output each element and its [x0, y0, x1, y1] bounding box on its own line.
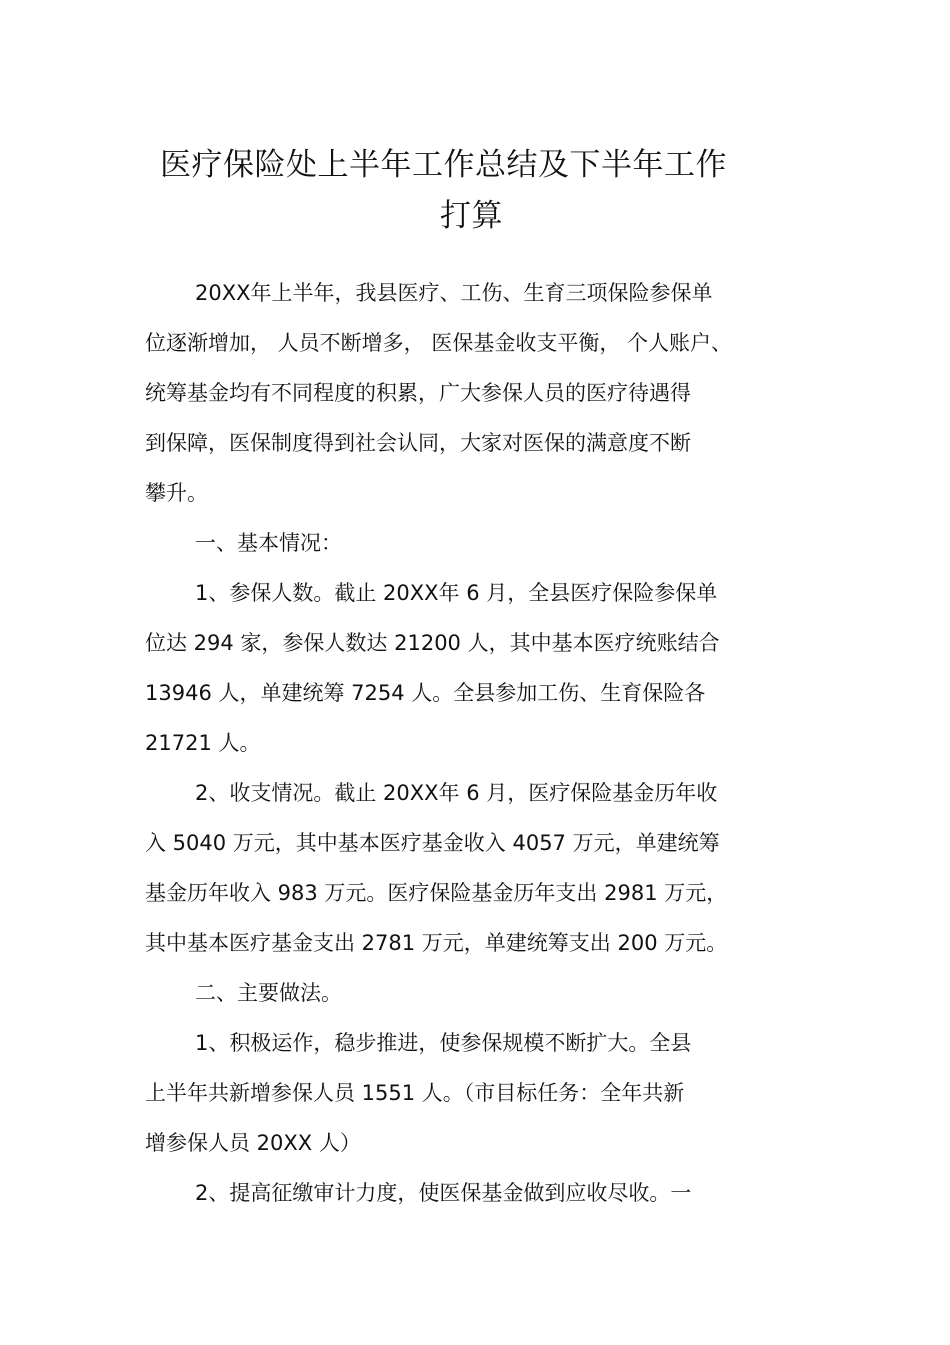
body-line: 2、提高征缴审计力度，使医保基金做到应收尽收。一: [195, 1181, 692, 1205]
body-line: 攀升。: [145, 481, 208, 505]
body-line: 入 5040 万元，其中基本医疗基金收入 4057 万元，单建统筹: [145, 831, 720, 855]
section-heading: 二、主要做法。: [195, 981, 342, 1005]
body-line: 到保障，医保制度得到社会认同，大家对医保的满意度不断: [145, 431, 691, 455]
body-line: 统筹基金均有不同程度的积累，广大参保人员的医疗待遇得: [145, 381, 691, 405]
body-line: 位达 294 家，参保人数达 21200 人，其中基本医疗统账结合: [145, 631, 720, 655]
body-line: 基金历年收入 983 万元。医疗保险基金历年支出 2981 万元，: [145, 881, 728, 905]
body-line: 增参保人员 20XX 人）: [145, 1131, 361, 1155]
body-line: 13946 人，单建统筹 7254 人。全县参加工伤、生育保险各: [145, 681, 706, 705]
body-line: 20XX年上半年，我县医疗、工伤、生育三项保险参保单: [195, 281, 713, 305]
body-line: 1、积极运作，稳步推进，使参保规模不断扩大。全县: [195, 1031, 692, 1055]
document-title-line-2: 打算: [440, 197, 503, 234]
body-line: 上半年共新增参保人员 1551 人。（市目标任务：全年共新: [145, 1081, 685, 1105]
body-line: 2、收支情况。截止 20XX年 6 月，医疗保险基金历年收: [195, 781, 718, 805]
section-heading: 一、基本情况：: [195, 531, 342, 555]
body-line: 位逐渐增加， 人员不断增多， 医保基金收支平衡， 个人账户、: [145, 331, 733, 355]
document-title-line-1: 医疗保险处上半年工作总结及下半年工作: [160, 146, 727, 183]
body-line: 其中基本医疗基金支出 2781 万元，单建统筹支出 200 万元。: [145, 931, 728, 955]
body-line: 21721 人。: [145, 731, 261, 755]
body-line: 1、参保人数。截止 20XX年 6 月，全县医疗保险参保单: [195, 581, 718, 605]
